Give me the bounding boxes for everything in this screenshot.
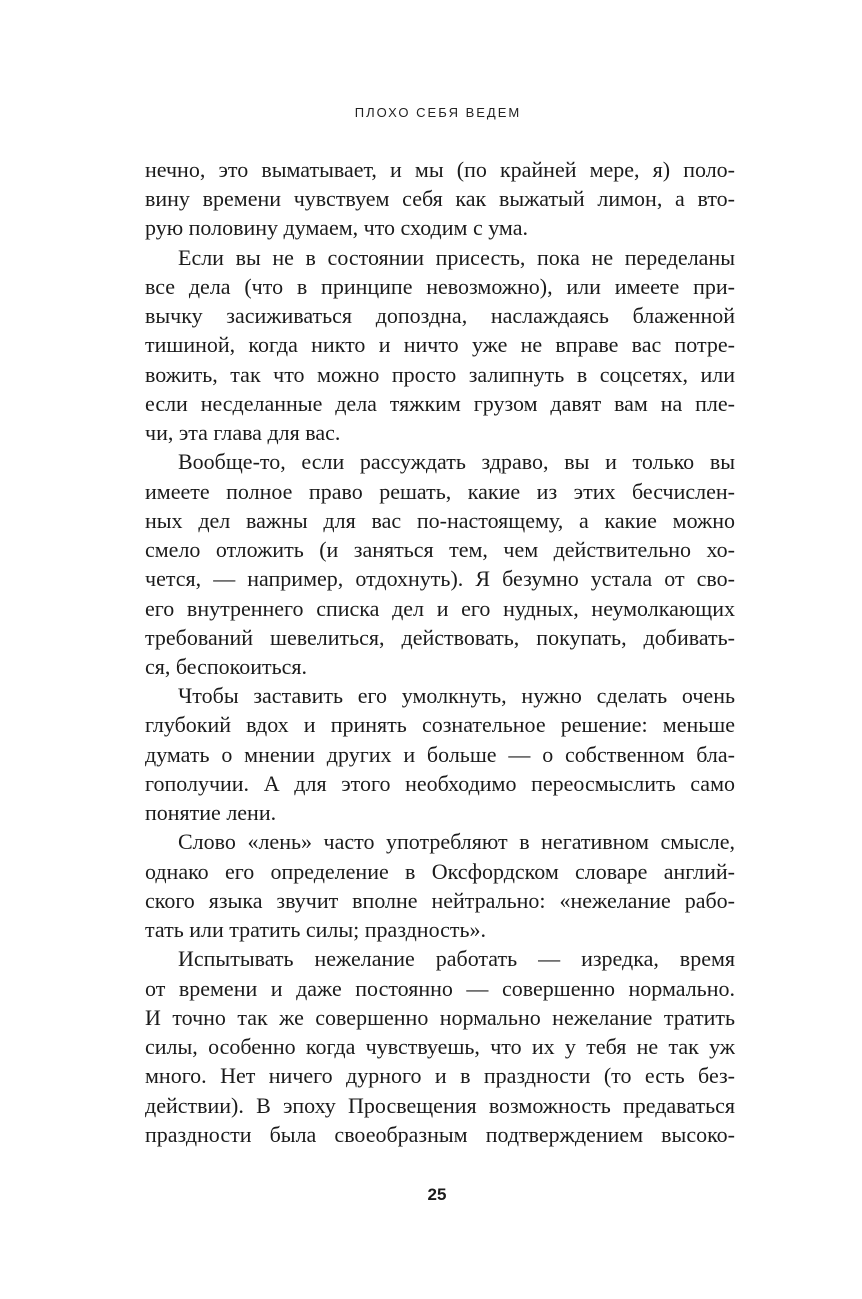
text-line: гополучии. А для этого необходимо переосмыслить само (145, 770, 735, 796)
text-line: рую половину думаем, что сходим с ума. (145, 215, 528, 241)
text-line: много. Нет ничего дурного и в праздности (то есть без- (145, 1063, 735, 1089)
text-line: Вообще-то, если рассуждать здраво, вы и только вы (178, 449, 735, 475)
text-line: смело отложить (и заняться тем, чем действительно хо- (145, 537, 735, 563)
paragraph (145, 944, 735, 1149)
text-line: от времени и даже постоянно — совершенно нормально. (145, 975, 735, 1001)
text-line: Испытывать нежелание работать — изредка, время (178, 946, 735, 972)
paragraph (145, 243, 735, 448)
paragraph (145, 681, 735, 827)
running-title: ПЛОХО СЕБЯ ВЕДЕМ (354, 105, 522, 120)
paragraph (145, 447, 735, 681)
text-line: Слово «лень» часто употребляют в негативном смысле, (178, 829, 735, 855)
text-line: однако его определение в Оксфордском словаре англий- (145, 858, 735, 884)
text-line: ных дел важны для вас по-настоящему, а какие можно (145, 507, 735, 533)
text-line: чи, эта глава для вас. (145, 420, 341, 446)
text-line: понятие лени. (145, 800, 277, 826)
paragraph-continued (145, 155, 735, 243)
text-line: все дела (что в принципе невозможно), или имеете при- (145, 273, 735, 299)
text-line: имеете полное право решать, какие из этих бесчислен- (145, 478, 735, 504)
text-line: требований шевелиться, действовать, покупать, добивать- (145, 624, 735, 650)
text-line: действии). В эпоху Просвещения возможность предаваться (145, 1092, 735, 1118)
text-line: Если вы не в состоянии присесть, пока не переделаны (178, 244, 735, 270)
text-line: тишиной, когда никто и ничто уже не вправе вас потре- (145, 332, 735, 358)
text-line: думать о мнении других и больше — о собственном бла- (145, 741, 735, 767)
text-line: его внутреннего списка дел и его нудных, неумолкающих (145, 595, 735, 621)
text-line: вожить, так что можно просто залипнуть в соцсетях, или (145, 361, 735, 387)
text-line: если несделанные дела тяжким грузом давят вам на пле- (145, 390, 735, 416)
text-line: Чтобы заставить его умолкнуть, нужно сделать очень (178, 683, 735, 709)
text-line: силы, особенно когда чувствуешь, что их у тебя не так уж (145, 1034, 735, 1060)
text-line: ся, беспокоиться. (145, 653, 308, 679)
text-line: И точно так же совершенно нормально нежелание тратить (145, 1004, 735, 1030)
text-line: нечно, это выматывает, и мы (по крайней мере, я) поло- (145, 157, 735, 182)
text-line: чется, — например, отдохнуть). Я безумно устала от сво- (145, 566, 735, 592)
text-line: вычку засиживаться допоздна, наслаждаясь блаженной (145, 303, 735, 329)
text-line: глубокий вдох и принять сознательное решение: меньше (145, 712, 735, 738)
body-text (145, 155, 735, 1149)
paragraph (145, 827, 735, 944)
text-line: тать или тратить силы; праздность». (145, 917, 487, 943)
text-line: праздности была своеобразным подтверждением высоко- (145, 1121, 735, 1147)
page-number: 25 (427, 1185, 447, 1204)
text-line: ского языка звучит вполне нейтрально: «нежелание рабо- (145, 887, 735, 913)
text-line: вину времени чувствуем себя как выжатый лимон, а вто- (145, 186, 735, 212)
